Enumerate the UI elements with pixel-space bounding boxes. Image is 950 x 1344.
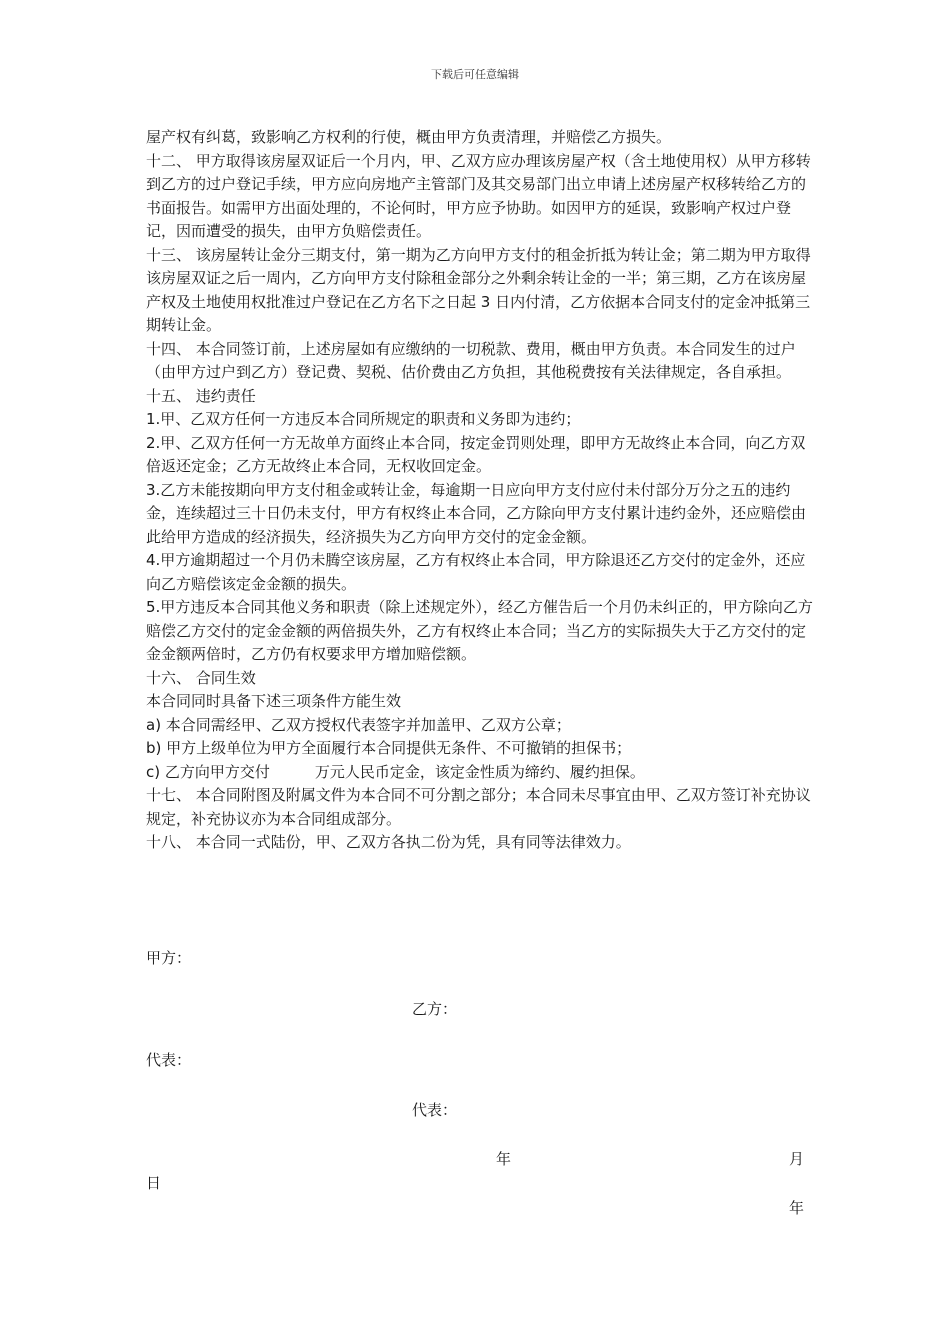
paragraph: 屋产权有纠葛，致影响乙方权利的行使，概由甲方负责清理，并赔偿乙方损失。 <box>146 128 672 146</box>
condition-a: a) 本合同需经甲、乙双方授权代表签字并加盖甲、乙双方公章； <box>146 715 571 734</box>
party-a-label: 甲方： <box>146 949 192 967</box>
condition-b: b) 甲方上级单位为甲方全面履行本合同提供无条件、不可撤销的担保书； <box>146 739 632 757</box>
breach-item-3: 3.乙方未能按期向甲方支付租金或转让金，每逾期一日应向甲方支付应付未付部分万分之五的违约金，连续超过三十日仍未支付，甲方有权终止本合同，乙方除向甲方支付累计违约金外，还应赔偿由此给甲方造成的经济损失，经济损失为乙方向甲方交付的定金金额。 <box>146 480 807 546</box>
clause-18: 十八、 本合同一式陆份，甲、乙双方各执二份为凭，具有同等法律效力。 <box>146 833 631 851</box>
effect-intro: 本合同同时具备下述三项条件方能生效 <box>146 692 402 710</box>
breach-item-4: 4.甲方逾期超过一个月仍未腾空该房屋，乙方有权终止本合同，甲方除退还乙方交付的定金外，还应向乙方赔偿该定金金额的损失。 <box>146 551 806 593</box>
clause-14: 十四、 本合同签订前，上述房屋如有应缴纳的一切税款、费用，概由甲方负责。本合同发生的过户（由甲方过户到乙方）登记费、契税、估价费由乙方负担，其他税费按有关法律规定，各自承担。 <box>146 339 796 381</box>
date-day: 日 <box>146 1174 162 1192</box>
clause-16-heading: 十六、 合同生效 <box>146 668 256 687</box>
date-year: 年 <box>496 1150 512 1168</box>
breach-item-2: 2.甲、乙双方任何一方无故单方面终止本合同，按定金罚则处理，即甲方无故终止本合同，向乙方双倍返还定金；乙方无故终止本合同，无权收回定金。 <box>146 433 806 475</box>
rep-a-label: 代表： <box>146 1051 192 1069</box>
party-b-label: 乙方： <box>412 1000 458 1018</box>
condition-c: c) 乙方向甲方交付 万元人民币定金，该定金性质为缔约、履约担保。 <box>146 762 645 781</box>
date-year-2: 年 <box>789 1199 805 1217</box>
date-month: 月 <box>789 1150 805 1168</box>
breach-item-1: 1.甲、乙双方任何一方违反本合同所规定的职责和义务即为违约； <box>146 410 581 428</box>
clause-13: 十三、 该房屋转让金分三期支付，第一期为乙方向甲方支付的租金折抵为转让金；第二期为甲方取得该房屋双证之后一周内，乙方向甲方支付除租金部分之外剩余转让金的一半；第三期，乙方在该房屋产权及土地使用权批准过户登记在乙方名下之日起 3 日内付清，乙方依据本合同支付的定金冲抵第三期转让金。 <box>146 245 811 334</box>
page-header-note: 下载后可任意编辑 <box>431 68 519 81</box>
clause-17: 十七、 本合同附图及附属文件为本合同不可分割之部分；本合同未尽事宜由甲、乙双方签订补充协议规定，补充协议亦为本合同组成部分。 <box>146 786 811 828</box>
clause-15-heading: 十五、 违约责任 <box>146 386 256 405</box>
contract-body <box>146 126 814 855</box>
breach-item-5: 5.甲方违反本合同其他义务和职责（除上述规定外），经乙方催告后一个月仍未纠正的，甲方除向乙方赔偿乙方交付的定金金额的两倍损失外，乙方有权终止本合同；当乙方的实际损失大于乙方交付的定金金额两倍时，乙方仍有权要求甲方增加赔偿额。 <box>146 598 813 663</box>
rep-b-label: 代表： <box>412 1101 458 1119</box>
clause-12: 十二、 甲方取得该房屋双证后一个月内，甲、乙双方应办理该房屋产权（含土地使用权）从甲方移转到乙方的过户登记手续，甲方应向房地产主管部门及其交易部门出立申请上述房屋产权移转给乙方的书面报告。如需甲方出面处理的，不论何时，甲方应予协助。如因甲方的延误，致影响产权过户登记，因而遭受的损失，由甲方负赔偿责任。 <box>146 151 811 240</box>
